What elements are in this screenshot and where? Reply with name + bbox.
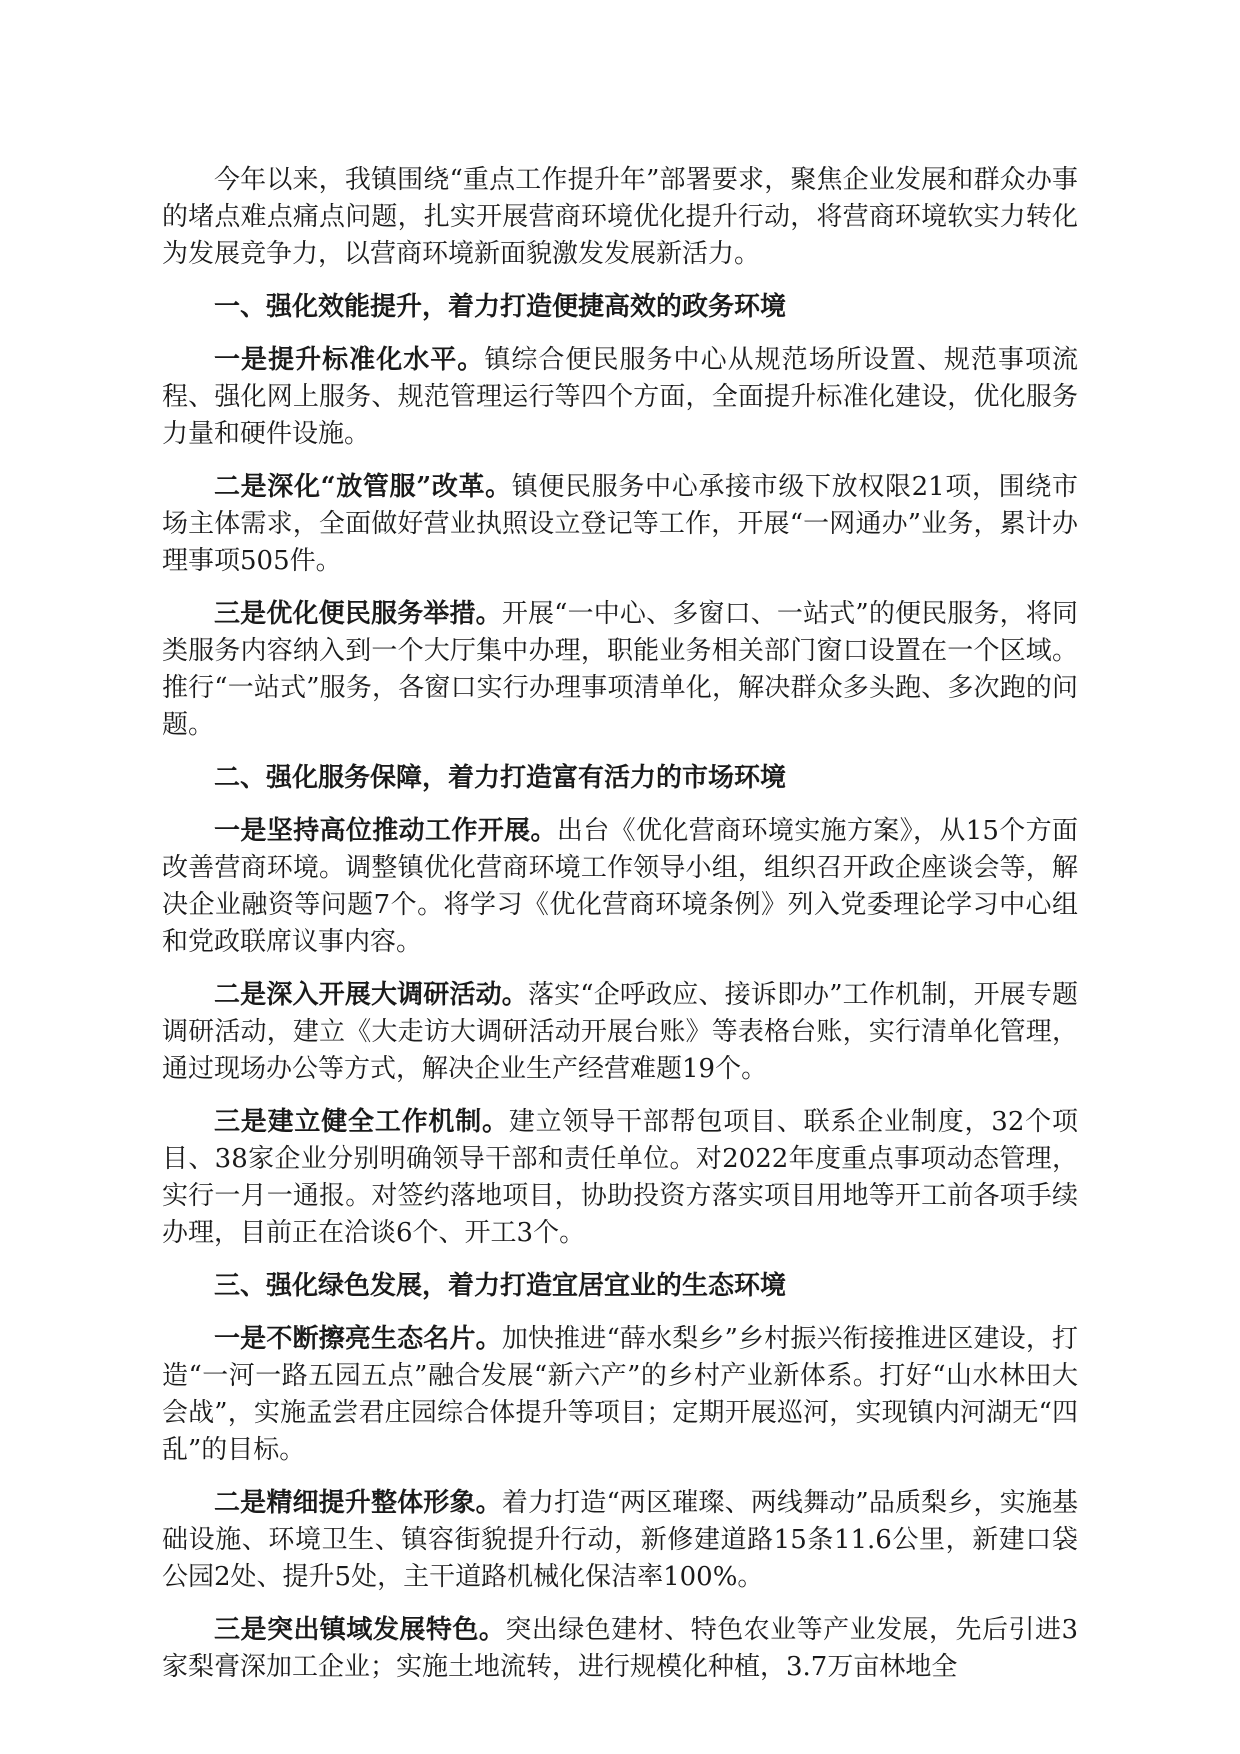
paragraph-2-1	[162, 813, 1078, 961]
paragraph-lead: 三是优化便民服务举措。	[214, 599, 502, 629]
document-body	[162, 162, 1078, 1702]
paragraph-lead: 二是深入开展大调研活动。	[214, 980, 528, 1010]
paragraph-lead: 一是提升标准化水平。	[214, 345, 485, 375]
section-heading-1: 一、强化效能提升，着力打造便捷高效的政务环境	[214, 292, 787, 322]
paragraph-lead: 二是精细提升整体形象。	[214, 1488, 502, 1518]
paragraph-3-2	[162, 1485, 1078, 1596]
paragraph-lead: 一是坚持高位推动工作开展。	[214, 816, 557, 846]
intro-paragraph: 今年以来，我镇围绕“重点工作提升年”部署要求，聚焦企业发展和群众办事的堵点难点痛点问题，扎实开展营商环境优化提升行动，将营商环境软实力转化为发展竞争力，以营商环境新面貌激发发展新活力。	[162, 165, 1078, 269]
paragraph-text: 开展“一中心、多窗口、一站式”的便民服务，将同类服务内容纳入到一个大厅集中办理，职能业务相关部门窗口设置在一个区域。推行“一站式”服务，各窗口实行办理事项清单化，解决群众多头跑、多次跑的问题。	[162, 599, 1078, 740]
paragraph-text: 镇综合便民服务中心从规范场所设置、规范事项流程、强化网上服务、规范管理运行等四个方面，全面提升标准化建设，优化服务力量和硬件设施。	[162, 345, 1078, 449]
paragraph-lead: 一是不断擦亮生态名片。	[214, 1324, 502, 1354]
paragraph-text: 建立领导干部帮包项目、联系企业制度，32个项目、38家企业分别明确领导干部和责任单位。对2022年度重点事项动态管理，实行一月一通报。对签约落地项目，协助投资方落实项目用地等开工前各项手续办理，目前正在洽谈6个、开工3个。	[162, 1107, 1078, 1248]
section-heading-2: 二、强化服务保障，着力打造富有活力的市场环境	[214, 763, 787, 793]
paragraph-text: 出台《优化营商环境实施方案》，从15个方面改善营商环境。调整镇优化营商环境工作领导小组，组织召开政企座谈会等，解决企业融资等问题7个。将学习《优化营商环境条例》列入党委理论学习中心组和党政联席议事内容。	[162, 816, 1078, 957]
paragraph-text: 突出绿色建材、特色农业等产业发展，先后引进3家梨膏深加工企业；实施土地流转，进行规模化种植，3.7万亩林地全	[162, 1615, 1078, 1682]
paragraph-text: 落实“企呼政应、接诉即办”工作机制，开展专题调研活动，建立《大走访大调研活动开展台账》等表格台账，实行清单化管理，通过现场办公等方式，解决企业生产经营难题19个。	[162, 980, 1078, 1084]
paragraph-lead: 二是深化“放管服”改革。	[214, 472, 512, 502]
paragraph-3-1	[162, 1321, 1078, 1469]
section-heading-3: 三、强化绿色发展，着力打造宜居宜业的生态环境	[214, 1271, 787, 1301]
paragraph-1-1	[162, 342, 1078, 453]
paragraph-lead: 三是突出镇域发展特色。	[214, 1615, 506, 1645]
paragraph-2-3	[162, 1104, 1078, 1252]
paragraph-1-2	[162, 469, 1078, 580]
paragraph-3-3	[162, 1612, 1078, 1686]
paragraph-text: 加快推进“薛水梨乡”乡村振兴衔接推进区建设，打造“一河一路五园五点”融合发展“新六产”的乡村产业新体系。打好“山水林田大会战”，实施孟尝君庄园综合体提升等项目；定期开展巡河，实现镇内河湖无“四乱”的目标。	[162, 1324, 1078, 1465]
paragraph-lead: 三是建立健全工作机制。	[214, 1107, 509, 1137]
paragraph-1-3	[162, 596, 1078, 744]
paragraph-2-2	[162, 977, 1078, 1088]
paragraph-text: 镇便民服务中心承接市级下放权限21项，围绕市场主体需求，全面做好营业执照设立登记等工作，开展“一网通办”业务，累计办理事项505件。	[162, 472, 1078, 576]
paragraph-text: 着力打造“两区璀璨、两线舞动”品质梨乡，实施基础设施、环境卫生、镇容街貌提升行动，新修建道路15条11.6公里，新建口袋公园2处、提升5处，主干道路机械化保洁率100%。	[162, 1488, 1078, 1592]
